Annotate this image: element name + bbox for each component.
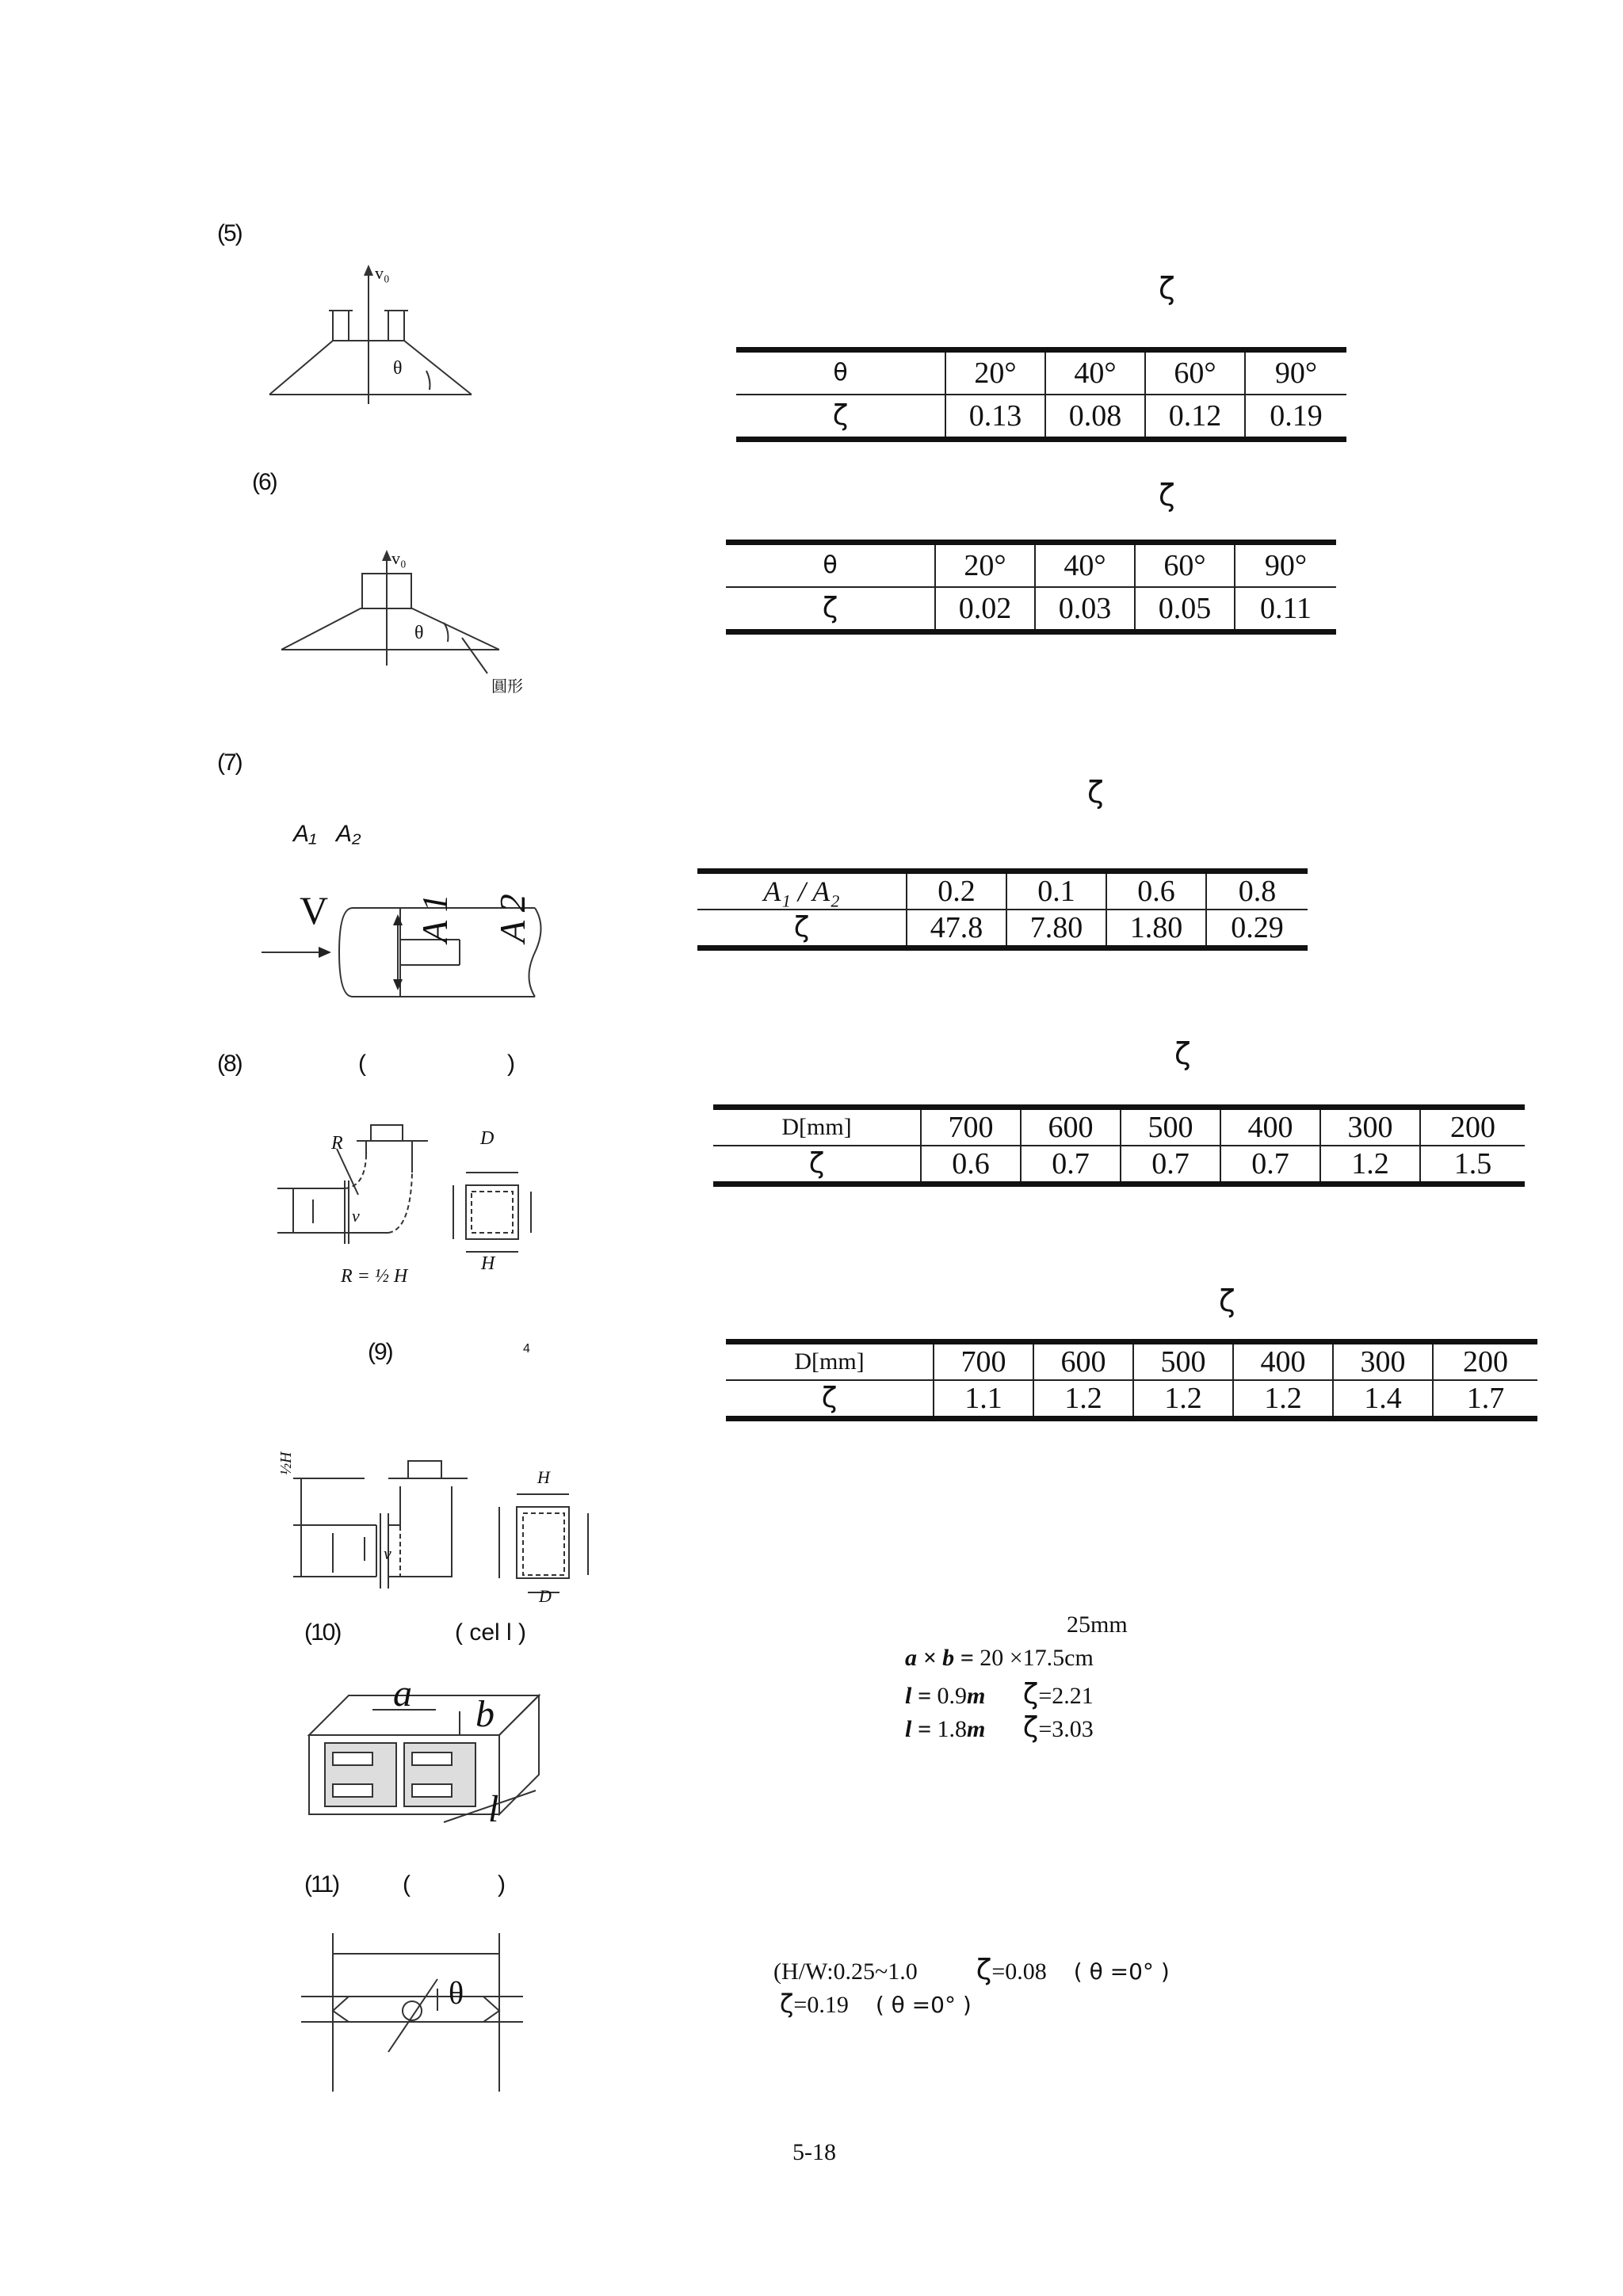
table-9-cell: 1.2 — [1233, 1380, 1333, 1419]
section-7-a1: A₁ — [293, 821, 317, 847]
figure-9-d-label: D — [539, 1586, 552, 1606]
section-6-label: (6) — [252, 469, 277, 495]
section-11-angle-2: ( θ =0° ) — [875, 1992, 972, 2018]
table-9-header: 500 — [1133, 1342, 1233, 1381]
section-10-l1-zval: =2.21 — [1038, 1683, 1094, 1709]
section-11-zeta-2: ζ — [780, 1989, 794, 2019]
section-11-label: (11) — [304, 1871, 339, 1897]
table-7-cell: 7.80 — [1006, 910, 1106, 948]
figure-9-v-label: v — [384, 1543, 391, 1563]
section-10-l2-unit: m — [966, 1716, 986, 1742]
table-8-cell: 0.7 — [1021, 1146, 1121, 1184]
table-8-header: 700 — [921, 1108, 1021, 1146]
figure-5-v0-label: v₀ — [375, 263, 390, 283]
section-11-line-1 — [773, 1954, 1170, 1986]
section-11-line-2 — [780, 1989, 972, 2019]
section-10-line-3 — [905, 1678, 1094, 1711]
figure-10-a-label: a — [393, 1672, 412, 1714]
table-9-header: 200 — [1433, 1342, 1537, 1381]
table-8-row-label: ζ — [713, 1146, 921, 1184]
table-9-row-label: ζ — [726, 1380, 934, 1419]
section-9-table — [726, 1339, 1537, 1421]
section-10-ab-val: 20 ×17.5cm — [973, 1645, 1094, 1671]
section-6-table — [726, 540, 1336, 635]
table-5-header: 90° — [1245, 350, 1346, 395]
table-8-header-label: D[mm] — [713, 1108, 921, 1146]
table-6-header: 90° — [1235, 543, 1336, 588]
table-8-cell: 0.6 — [921, 1146, 1021, 1184]
table-8-header: 400 — [1220, 1108, 1320, 1146]
table-9-cell: 1.2 — [1033, 1380, 1133, 1419]
figure-8-h-label: H — [481, 1253, 495, 1274]
section-10-l2-zeta: ζ — [1022, 1711, 1039, 1744]
section-10-line-2 — [905, 1645, 1094, 1672]
table-7-header: 0.6 — [1106, 871, 1206, 910]
table-7-cell: 1.80 — [1106, 910, 1206, 948]
table-8-cell: 1.2 — [1320, 1146, 1420, 1184]
table-5-row-label: ζ — [736, 395, 945, 440]
figure-6-v0-label: v₀ — [391, 548, 407, 568]
table-7-header: 0.2 — [907, 871, 1006, 910]
section-11-angle-1: ( θ =0° ) — [1073, 1958, 1170, 1985]
table-9-header-label: D[mm] — [726, 1342, 934, 1381]
section-10-l1-var: l = — [905, 1683, 931, 1709]
table-5-header: 40° — [1045, 350, 1145, 395]
figure-11-theta-label: θ — [449, 1975, 464, 2011]
table-9-cell: 1.7 — [1433, 1380, 1537, 1419]
figure-6-shape-label: 圓形 — [491, 677, 523, 696]
table-7-header: 0.8 — [1206, 871, 1308, 910]
table-5-cell: 0.19 — [1245, 395, 1346, 440]
figure-8-v-label: v — [352, 1206, 360, 1226]
section-10-label: (10) — [304, 1619, 341, 1646]
table-9-header: 400 — [1233, 1342, 1333, 1381]
section-7-a2: A₂ — [336, 821, 361, 847]
table-6-cell: 0.03 — [1035, 587, 1135, 632]
section-8-label: (8) — [217, 1051, 242, 1077]
table-8-header: 500 — [1121, 1108, 1220, 1146]
table-5-header-label: θ — [736, 350, 945, 395]
table-6-header-label: θ — [726, 543, 935, 588]
section-10-l1-val: 0.9 — [930, 1683, 967, 1709]
section-8-paren-close: ) — [507, 1051, 514, 1077]
section-8-table — [713, 1104, 1525, 1187]
section-7-label: (7) — [217, 749, 242, 776]
table-5-cell: 0.12 — [1145, 395, 1245, 440]
table-8-cell: 0.7 — [1121, 1146, 1220, 1184]
figure-5-hood — [254, 269, 491, 475]
table-9-header: 600 — [1033, 1342, 1133, 1381]
section-10-l1-zeta: ζ — [1022, 1678, 1039, 1711]
table-9-header: 700 — [934, 1342, 1033, 1381]
section-11-val-2: =0.19 — [793, 1992, 849, 2018]
section-7-zeta-title: ζ — [1087, 775, 1104, 810]
table-6-cell: 0.02 — [935, 587, 1035, 632]
figure-10-b-label: b — [475, 1693, 495, 1735]
section-10-l2-zval: =3.03 — [1038, 1716, 1094, 1742]
table-7-header-label: A₁ / A₂ — [697, 871, 907, 910]
table-5-header: 20° — [945, 350, 1045, 395]
table-8-header: 300 — [1320, 1108, 1420, 1146]
figure-10-l-label: l — [488, 1788, 499, 1830]
section-8-zeta-title: ζ — [1174, 1036, 1191, 1071]
section-10-line-4 — [905, 1711, 1094, 1744]
section-11-ratio: (H/W:0.25~1.0 — [773, 1958, 918, 1985]
table-7-header: 0.1 — [1006, 871, 1106, 910]
table-5-cell: 0.08 — [1045, 395, 1145, 440]
section-11-paren-open: ( — [403, 1871, 409, 1897]
table-5-cell: 0.13 — [945, 395, 1045, 440]
section-9-label: (9) — [368, 1339, 392, 1365]
section-11-val-1: =0.08 — [991, 1958, 1047, 1985]
figure-8-d-label: D — [480, 1128, 495, 1149]
figure-8-elbow — [269, 1125, 563, 1299]
section-6-zeta-title: ζ — [1159, 478, 1175, 513]
table-9-cell: 1.2 — [1133, 1380, 1233, 1419]
table-9-cell: 1.4 — [1333, 1380, 1433, 1419]
section-11-zeta-1: ζ — [976, 1954, 992, 1986]
table-6-header: 60° — [1135, 543, 1235, 588]
section-10-ab-var: a × b = — [905, 1645, 974, 1671]
section-5-table — [736, 347, 1346, 442]
table-6-cell: 0.11 — [1235, 587, 1336, 632]
figure-8-r-label: R — [331, 1133, 343, 1154]
table-5-header: 60° — [1145, 350, 1245, 395]
section-10-l1-unit: m — [966, 1683, 986, 1709]
section-10-l2-val: 1.8 — [930, 1716, 967, 1742]
figure-5-theta-label: θ — [393, 358, 403, 379]
figure-7-a1-label: A 1 — [414, 894, 455, 943]
section-10-cell-label: ( cel l ) — [455, 1619, 526, 1646]
table-8-header: 600 — [1021, 1108, 1121, 1146]
table-7-cell: 0.29 — [1206, 910, 1308, 948]
figure-7-a2-label: A 2 — [492, 894, 533, 943]
figure-9-elbow — [262, 1458, 610, 1608]
section-5-label: (5) — [217, 220, 242, 246]
figure-9-h-label: H — [537, 1467, 550, 1487]
table-6-header: 40° — [1035, 543, 1135, 588]
section-11-paren-close: ) — [498, 1871, 504, 1897]
section-5-zeta-title: ζ — [1159, 271, 1175, 306]
figure-10-cell-block — [301, 1680, 563, 1830]
table-9-header: 300 — [1333, 1342, 1433, 1381]
figure-9-half-h-label: ½H — [277, 1451, 295, 1475]
figure-11-damper — [301, 1933, 523, 2092]
table-7-row-label: ζ — [697, 910, 907, 948]
table-6-row-label: ζ — [726, 587, 935, 632]
figure-6-hood — [273, 555, 527, 713]
table-9-cell: 1.1 — [934, 1380, 1033, 1419]
section-7-table — [697, 868, 1308, 951]
section-10-l2-var: l = — [905, 1716, 931, 1742]
table-6-header: 20° — [935, 543, 1035, 588]
table-8-cell: 1.5 — [1420, 1146, 1525, 1184]
figure-7-v-label: V — [300, 888, 329, 933]
section-9-zeta-title: ζ — [1219, 1283, 1235, 1318]
section-8-paren-open: ( — [358, 1051, 365, 1077]
figure-6-theta-label: θ — [414, 623, 424, 643]
table-7-cell: 47.8 — [907, 910, 1006, 948]
table-8-header: 200 — [1420, 1108, 1525, 1146]
table-8-cell: 0.7 — [1220, 1146, 1320, 1184]
section-10-line-1: 25mm — [1067, 1611, 1128, 1638]
table-6-cell: 0.05 — [1135, 587, 1235, 632]
section-9-superscript: 4 — [523, 1342, 530, 1356]
page-number: 5-18 — [792, 2139, 836, 2165]
figure-8-formula: R = ½ H — [341, 1266, 408, 1287]
